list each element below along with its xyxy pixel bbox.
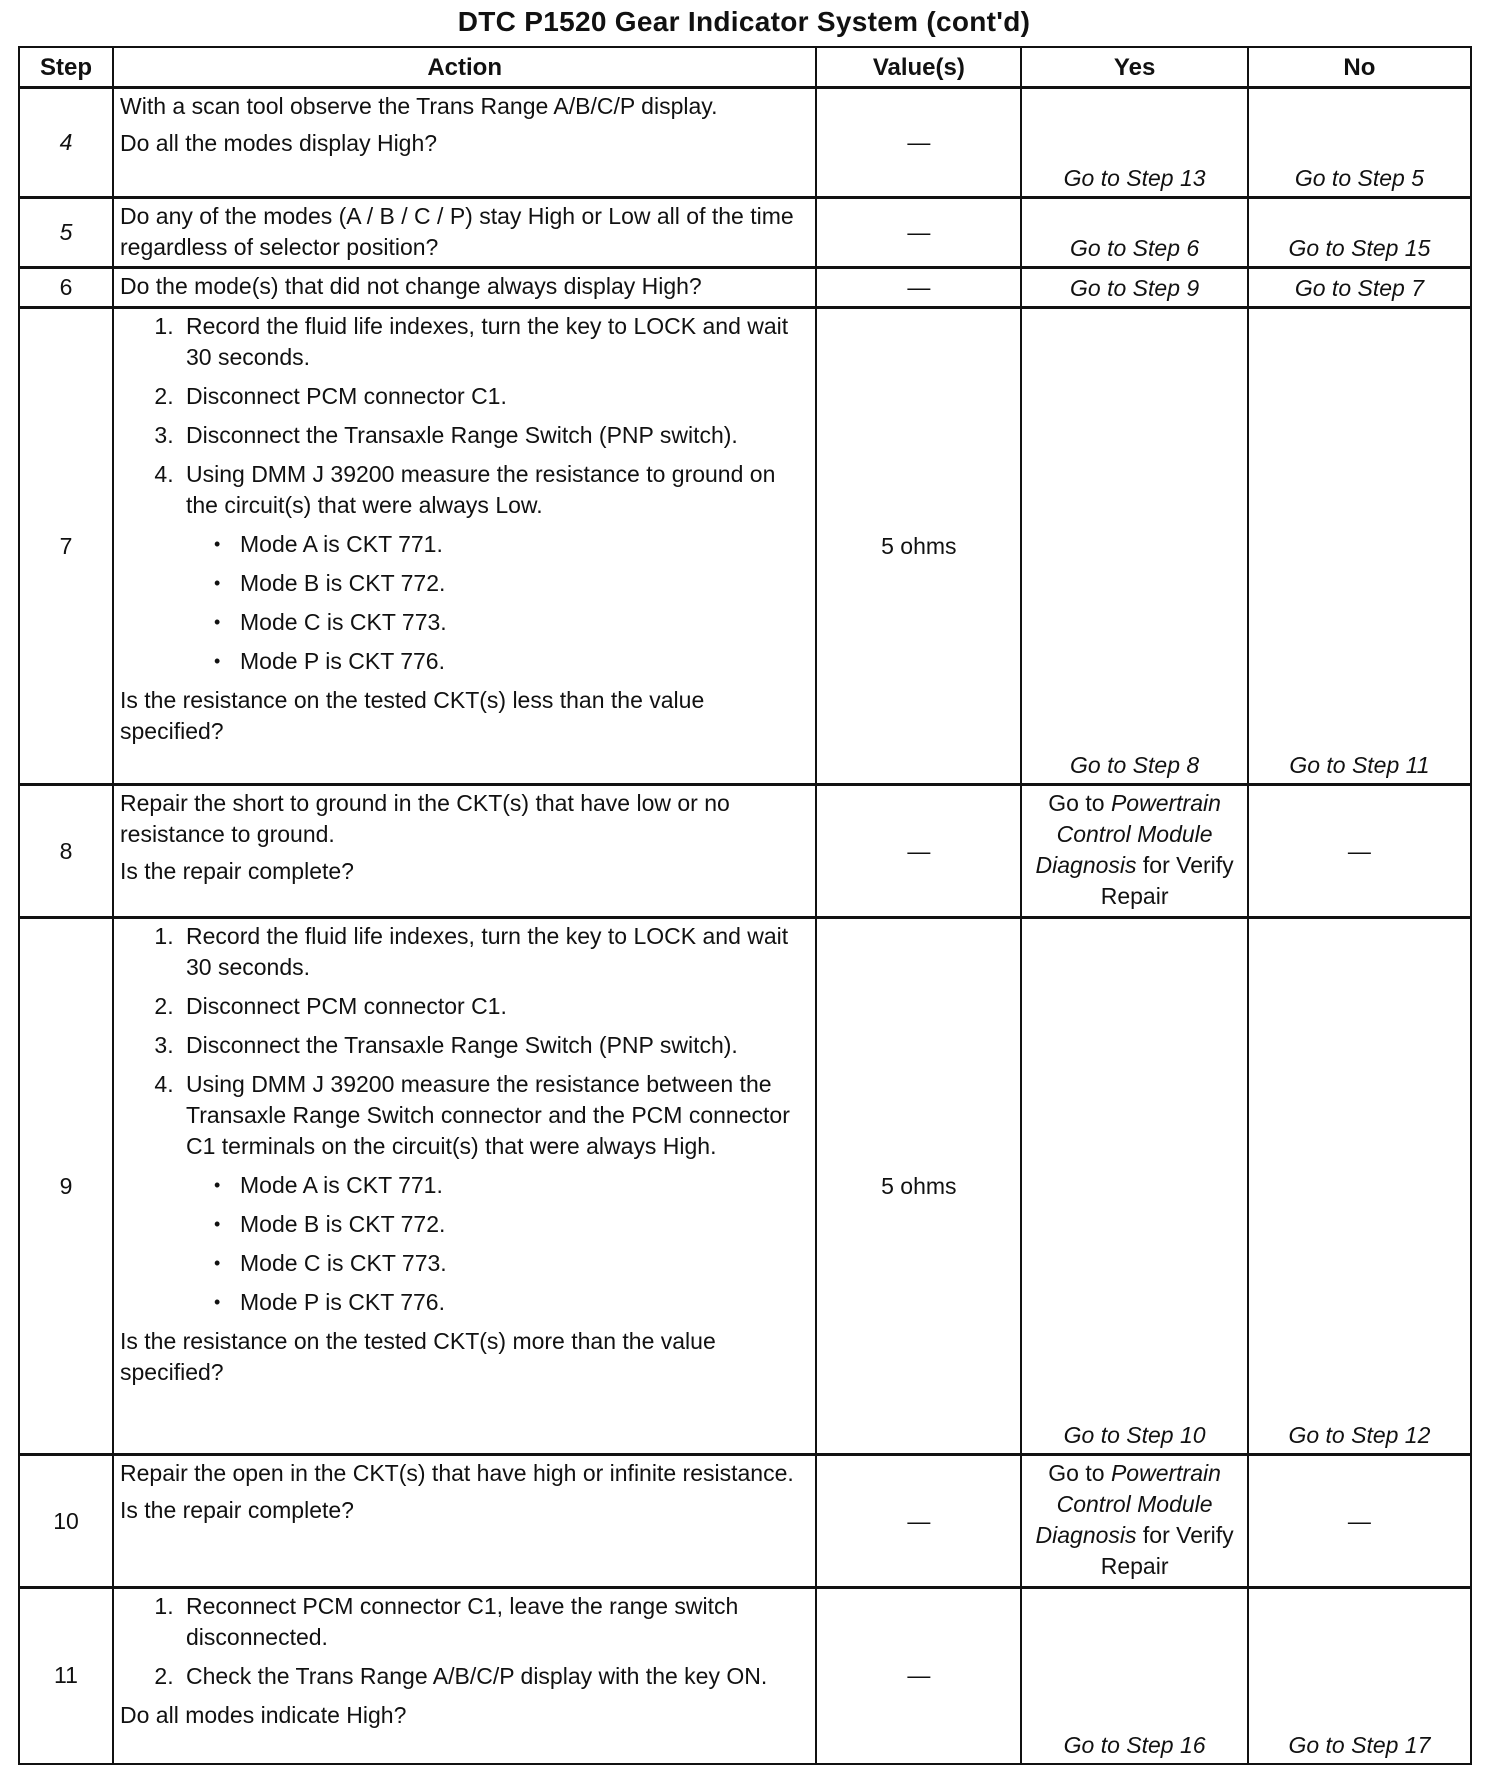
no-cell: — xyxy=(1248,785,1471,918)
procedure-step xyxy=(180,1069,809,1318)
procedure-step: 1. Reconnect PCM connector C1, leave the range switch disconnected. xyxy=(180,1591,809,1653)
no-cell: — xyxy=(1248,1455,1471,1588)
diagnostic-table xyxy=(18,46,1472,1765)
action-question: Is the repair complete? xyxy=(120,1497,354,1523)
yes-tail-text: for Verify Repair xyxy=(1100,852,1234,909)
table-row xyxy=(19,785,1471,918)
action-text: Repair the short to ground in the CKT(s) that have low or no resistance to ground. xyxy=(120,790,730,847)
mode-item: • Mode P is CKT 776. xyxy=(214,646,809,677)
table-row xyxy=(19,1588,1471,1764)
step-number: 6 xyxy=(19,268,113,308)
action-question: Is the resistance on the tested CKT(s) less than the value specified? xyxy=(120,687,705,744)
action-cell xyxy=(113,918,816,1455)
value-cell: — xyxy=(816,1455,1021,1588)
procedure-list xyxy=(120,311,809,677)
yes-cell xyxy=(1021,785,1248,918)
yes-cell: Go to Step 13 xyxy=(1021,88,1248,198)
procedure-step: 2. Disconnect PCM connector C1. xyxy=(180,991,809,1022)
header-action: Action xyxy=(113,47,816,88)
action-question: Is the resistance on the tested CKT(s) more than the value specified? xyxy=(120,1328,716,1385)
procedure-step-text: Using DMM J 39200 measure the resistance between the Transaxle Range Switch connector and the PCM connector C1 terminals on the circuit(s) that were always High. xyxy=(186,1071,790,1159)
procedure-step: 1. Record the fluid life indexes, turn the key to LOCK and wait 30 seconds. xyxy=(180,311,809,373)
step-number: 7 xyxy=(19,308,113,785)
mode-item: • Mode A is CKT 771. xyxy=(214,1170,809,1201)
yes-cell: Go to Step 6 xyxy=(1021,198,1248,268)
procedure-step xyxy=(180,459,809,677)
procedure-step: 2. Check the Trans Range A/B/C/P display with the key ON. xyxy=(180,1661,809,1692)
yes-tail-text: for Verify Repair xyxy=(1100,1522,1234,1579)
mode-item: • Mode A is CKT 771. xyxy=(214,529,809,560)
action-text: With a scan tool observe the Trans Range A/B/C/P display. xyxy=(120,93,718,119)
procedure-step: 3. Disconnect the Transaxle Range Switch (PNP switch). xyxy=(180,420,809,451)
procedure-step: 3. Disconnect the Transaxle Range Switch (PNP switch). xyxy=(180,1030,809,1061)
action-question: Do any of the modes (A / B / C / P) stay High or Low all of the time regardless of selector position? xyxy=(120,203,794,260)
action-text: Repair the open in the CKT(s) that have high or infinite resistance. xyxy=(120,1460,794,1486)
action-cell xyxy=(113,268,816,308)
value-cell: 5 ohms xyxy=(816,308,1021,785)
procedure-step: 2. Disconnect PCM connector C1. xyxy=(180,381,809,412)
no-cell: Go to Step 17 xyxy=(1248,1588,1471,1764)
table-row xyxy=(19,918,1471,1455)
procedure-step: 1. Record the fluid life indexes, turn the key to LOCK and wait 30 seconds. xyxy=(180,921,809,983)
mode-item: • Mode B is CKT 772. xyxy=(214,568,809,599)
header-yes: Yes xyxy=(1021,47,1248,88)
yes-reference-link[interactable]: Powertrain Control Module Diagnosis xyxy=(1035,1460,1221,1548)
value-cell: — xyxy=(816,88,1021,198)
value-cell: — xyxy=(816,1588,1021,1764)
table-row xyxy=(19,268,1471,308)
step-number: 4 xyxy=(19,88,113,198)
header-no: No xyxy=(1248,47,1471,88)
no-cell: Go to Step 12 xyxy=(1248,918,1471,1455)
value-cell: — xyxy=(816,268,1021,308)
header-step: Step xyxy=(19,47,113,88)
mode-item: • Mode C is CKT 773. xyxy=(214,607,809,638)
yes-go-text: Go to xyxy=(1048,790,1105,816)
action-cell xyxy=(113,1588,816,1764)
table-row xyxy=(19,308,1471,785)
table-header-row xyxy=(19,47,1471,88)
value-cell: — xyxy=(816,785,1021,918)
table-row xyxy=(19,198,1471,268)
table-row xyxy=(19,1455,1471,1588)
header-values: Value(s) xyxy=(816,47,1021,88)
table-row xyxy=(19,88,1471,198)
action-question: Is the repair complete? xyxy=(120,858,354,884)
no-cell: Go to Step 15 xyxy=(1248,198,1471,268)
step-number: 11 xyxy=(19,1588,113,1764)
action-cell xyxy=(113,1455,816,1588)
no-cell: Go to Step 11 xyxy=(1248,308,1471,785)
yes-cell: Go to Step 16 xyxy=(1021,1588,1248,1764)
procedure-list xyxy=(120,921,809,1318)
action-question: Do the mode(s) that did not change always display High? xyxy=(120,273,702,299)
page-title: DTC P1520 Gear Indicator System (cont'd) xyxy=(457,6,1031,37)
yes-cell: Go to Step 9 xyxy=(1021,268,1248,308)
action-cell xyxy=(113,785,816,918)
action-cell xyxy=(113,198,816,268)
action-question: Do all the modes display High? xyxy=(120,130,438,156)
mode-list xyxy=(186,529,809,677)
procedure-list xyxy=(120,1591,809,1692)
value-cell: 5 ohms xyxy=(816,918,1021,1455)
yes-cell xyxy=(1021,1455,1248,1588)
action-cell xyxy=(113,88,816,198)
action-question: Do all modes indicate High? xyxy=(120,1702,407,1728)
action-cell xyxy=(113,308,816,785)
step-number: 10 xyxy=(19,1455,113,1588)
step-number: 9 xyxy=(19,918,113,1455)
mode-item: • Mode P is CKT 776. xyxy=(214,1287,809,1318)
yes-reference-link[interactable]: Powertrain Control Module Diagnosis xyxy=(1035,790,1221,878)
yes-cell: Go to Step 10 xyxy=(1021,918,1248,1455)
mode-item: • Mode C is CKT 773. xyxy=(214,1248,809,1279)
mode-item: • Mode B is CKT 772. xyxy=(214,1209,809,1240)
step-number: 5 xyxy=(19,198,113,268)
no-cell: Go to Step 7 xyxy=(1248,268,1471,308)
value-cell: — xyxy=(816,198,1021,268)
yes-cell: Go to Step 8 xyxy=(1021,308,1248,785)
yes-go-text: Go to xyxy=(1048,1460,1105,1486)
mode-list xyxy=(186,1170,809,1318)
no-cell: Go to Step 5 xyxy=(1248,88,1471,198)
step-number: 8 xyxy=(19,785,113,918)
procedure-step-text: Using DMM J 39200 measure the resistance to ground on the circuit(s) that were always Low. xyxy=(186,461,776,518)
